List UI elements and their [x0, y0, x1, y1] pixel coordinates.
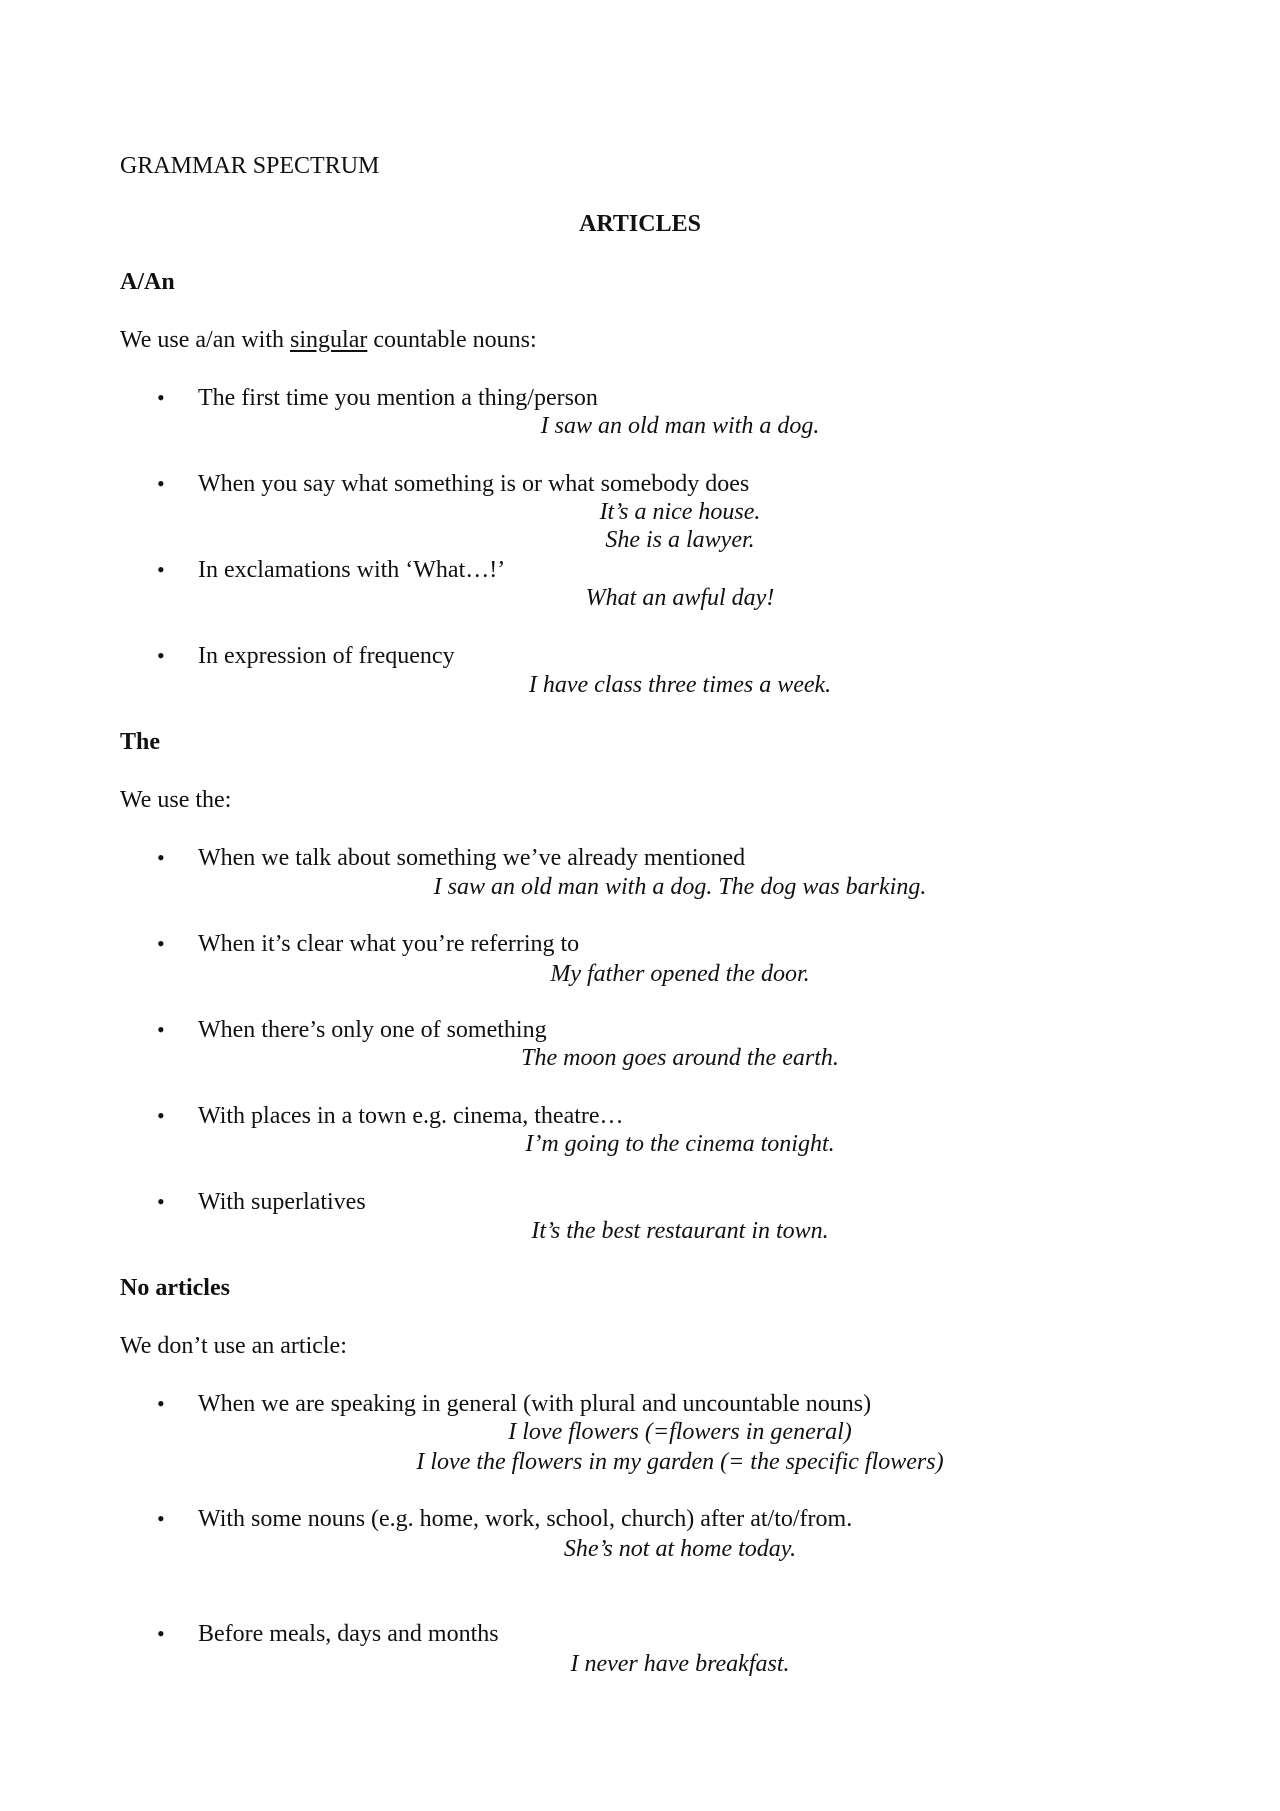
example-sentence: I saw an old man with a dog. The dog was barking. — [433, 874, 927, 900]
list-item: With places in a town e.g. cinema, theatre… — [198, 1103, 624, 1129]
example-sentence: My father opened the door. — [550, 961, 810, 987]
bullet-symbol: • — [157, 1621, 165, 1646]
list-item: When we talk about something we’ve already mentioned — [198, 845, 746, 871]
example-sentence: I love the flowers in my garden (= the specific flowers) — [416, 1449, 944, 1475]
bullet-symbol: • — [157, 1391, 165, 1416]
bullet-symbol: • — [157, 1189, 165, 1214]
bullet-symbol: • — [157, 471, 165, 496]
section-intro-the: We use the: — [120, 787, 232, 813]
bullet-symbol: • — [157, 845, 165, 870]
section-heading-the: The — [120, 729, 161, 755]
section-heading-no-articles: No articles — [120, 1275, 230, 1301]
example-sentence: She’s not at home today. — [563, 1536, 797, 1562]
list-item: In exclamations with ‘What…!’ — [198, 557, 506, 583]
page-title: ARTICLES — [579, 211, 701, 237]
section-heading-a-an: A/An — [120, 269, 175, 295]
list-item: In expression of frequency — [198, 643, 455, 669]
example-sentence: I’m going to the cinema tonight. — [525, 1131, 835, 1157]
bullet-symbol: • — [157, 931, 165, 956]
document-header: GRAMMAR SPECTRUM — [120, 153, 380, 179]
example-sentence: What an awful day! — [585, 585, 775, 611]
list-item: When we are speaking in general (with plural and uncountable nouns) — [198, 1391, 872, 1417]
bullet-symbol: • — [157, 1506, 165, 1531]
example-sentence: The moon goes around the earth. — [521, 1045, 839, 1071]
intro-text: countable nouns: — [367, 327, 537, 353]
list-item: When it’s clear what you’re referring to — [198, 931, 580, 957]
example-sentence: I never have breakfast. — [570, 1651, 790, 1677]
intro-underlined-word: singular — [290, 327, 368, 353]
section-intro-a-an — [120, 326, 537, 354]
example-sentence: I love flowers (=flowers in general) — [508, 1419, 852, 1445]
bullet-symbol: • — [157, 1017, 165, 1042]
example-sentence: I have class three times a week. — [528, 672, 832, 698]
bullet-symbol: • — [157, 557, 165, 582]
example-sentence: I saw an old man with a dog. — [540, 413, 820, 439]
list-item: Before meals, days and months — [198, 1621, 499, 1647]
bullet-symbol: • — [157, 385, 165, 410]
bullet-symbol: • — [157, 1103, 165, 1128]
intro-text: We use a/an with — [120, 327, 291, 353]
example-sentence: She is a lawyer. — [605, 527, 755, 553]
list-item: With some nouns (e.g. home, work, school, church) after at/to/from. — [198, 1506, 853, 1532]
section-intro-no-articles: We don’t use an article: — [120, 1333, 347, 1359]
list-item: With superlatives — [198, 1189, 366, 1215]
list-item: The first time you mention a thing/person — [198, 385, 598, 411]
example-sentence: It’s the best restaurant in town. — [531, 1218, 829, 1244]
list-item: When you say what something is or what somebody does — [198, 471, 750, 497]
list-item: When there’s only one of something — [198, 1017, 547, 1043]
bullet-symbol: • — [157, 643, 165, 668]
example-sentence: It’s a nice house. — [599, 499, 761, 525]
